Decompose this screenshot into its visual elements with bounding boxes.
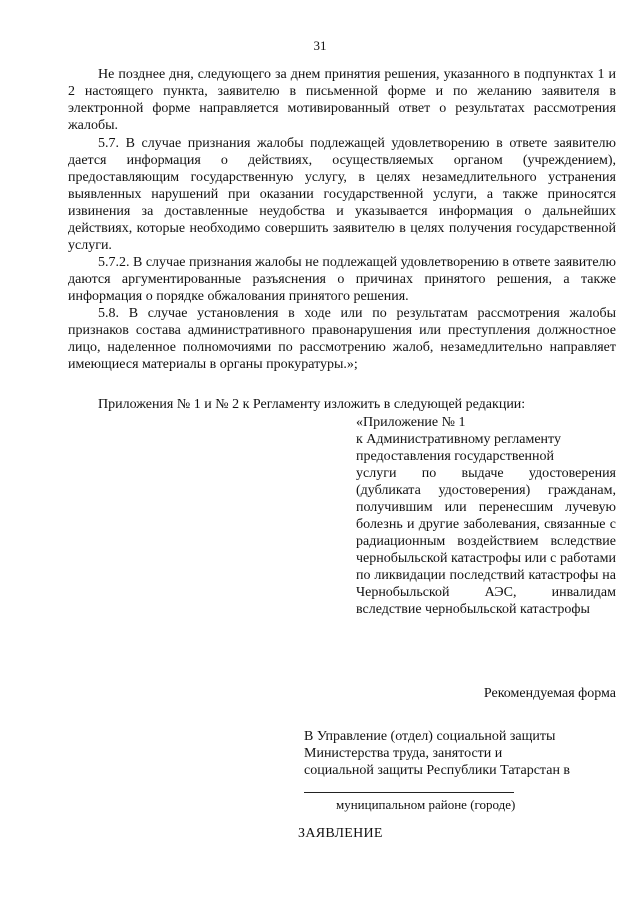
- appendix-line: к Административному регламенту: [356, 432, 561, 447]
- paragraph-text: 5.7. В случае признания жалобы подлежащей удовлетворению в ответе заявителю дается информация о действиях, осуществляемых органом (учреждением), предоставляющим государственную услугу, в целях незамедлительного устранения выявленных нарушений при оказании государственной услуги, а также приносятся извинения за доставленные неудобства и указывается информация о дальнейших действиях, которые необходимо совершить заявителю в целях получения государственной услуги.: [68, 136, 616, 253]
- appendix-line: предоставления государственной: [356, 449, 555, 464]
- appendix-description: услуги по выдаче удостоверения (дубликата удостоверения) гражданам, получившим или перенесшим лучевую болезнь и другие заболевания, связанные с радиационным воздействием вследствие чернобыльской катастрофы или с работами по ликвидации последствий катастрофы на Чернобыльской АЭС, инвалидам вследствие чернобыльской катастрофы: [356, 466, 616, 617]
- fill-in-line: [304, 792, 514, 793]
- paragraph-5-8: [68, 305, 616, 373]
- appendix-heading: «Приложение № 1: [356, 415, 466, 430]
- paragraph-text: Не позднее дня, следующего за днем принятия решения, указанного в подпунктах 1 и 2 настоящего пункта, заявителю в письменной форме и по желанию заявителя в электронной форме направляется мотивированный ответ о результатах рассмотрения жалобы.: [68, 67, 616, 133]
- paragraph-text: 5.7.2. В случае признания жалобы не подлежащей удовлетворению в ответе заявителю даются аргументированные разъяснения о причинах принятого решения, а также информация о порядке обжалования принятого решения.: [68, 255, 617, 304]
- recommended-form-label: Рекомендуемая форма: [483, 686, 616, 701]
- paragraph-text: 5.8. В случае установления в ходе или по результатам рассмотрения жалобы признаков состава административного правонарушения или преступления должностное лицо, наделенное полномочиями по рассмотрению жалоб, незамедлительно направляет имеющиеся материалы в органы прокуратуры.»;: [68, 306, 616, 372]
- appendix-block: [356, 414, 616, 618]
- addressee-line: Министерства труда, занятости и: [304, 746, 503, 761]
- addressee-line: В Управление (отдел) социальной защиты: [304, 729, 556, 744]
- appendix-intro: Приложения № 1 и № 2 к Регламенту изложить в следующей редакции:: [98, 397, 526, 412]
- addressee-line: социальной защиты Республики Татарстан в: [304, 763, 571, 778]
- municipality-caption: муниципальном районе (городе): [336, 797, 516, 812]
- paragraph-5-7-2: [68, 254, 616, 305]
- paragraph-5-7: [68, 135, 616, 254]
- page-number: 31: [313, 38, 327, 53]
- addressee-block: [304, 728, 624, 779]
- document-title: ЗАЯВЛЕНИЕ: [298, 826, 383, 841]
- paragraph-response-deadline: [68, 66, 616, 134]
